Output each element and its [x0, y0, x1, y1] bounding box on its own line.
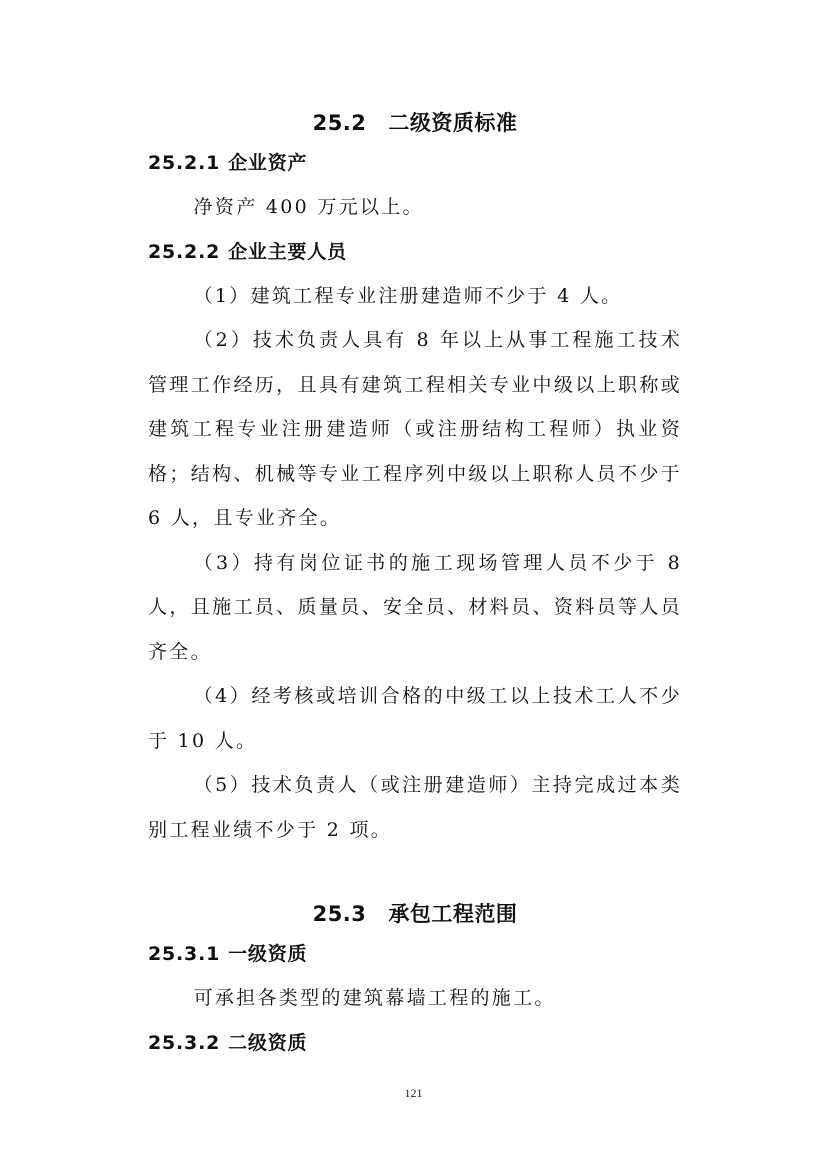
list-item-personnel-4: （4）经考核或培训合格的中级工以上技术工人不少于 10 人。 [148, 685, 682, 752]
subsection-number: 25.3.2 [148, 1031, 221, 1054]
subsection-heading-25-2-2 [148, 230, 682, 274]
section-title: 承包工程范围 [388, 902, 518, 926]
subsection-number: 25.2.1 [148, 152, 221, 174]
page-content [148, 105, 682, 1065]
subsection-title: 二级资质 [228, 1031, 308, 1054]
list-item-personnel-1: （1）建筑工程专业注册建造师不少于 4 人。 [193, 284, 623, 307]
subsection-title: 一级资质 [228, 943, 308, 965]
paragraph-level-one-scope: 可承担各类型的建筑幕墙工程的施工。 [193, 987, 556, 1009]
section-spacer [148, 852, 682, 896]
paragraph-net-assets: 净资产 400 万元以上。 [193, 196, 424, 218]
subsection-number: 25.3.1 [148, 943, 221, 965]
section-number: 25.3 [312, 902, 367, 926]
list-item-personnel-3: （3）持有岗位证书的施工现场管理人员不少于 8 人，且施工员、质量员、安全员、材料员、资料员等人员齐全。 [148, 551, 682, 663]
page-number: 121 [404, 1086, 423, 1100]
section-heading-25-3 [148, 896, 682, 932]
section-number: 25.2 [312, 111, 367, 135]
subsection-title: 企业资产 [228, 152, 308, 174]
list-item-personnel-2: （2）技术负责人具有 8 年以上从事工程施工技术管理工作经历，且具有建筑工程相关专业中级以上职称或建筑工程专业注册建造师（或注册结构工程师）执业资格；结构、机械等专业工程序列中级以上职称人员不少于 6 人，且专业齐全。 [148, 329, 682, 529]
section-title: 二级资质标准 [388, 111, 518, 135]
section-heading-25-2 [148, 105, 682, 141]
list-item-personnel-5: （5）技术负责人（或注册建造师）主持完成过本类别工程业绩不少于 2 项。 [148, 774, 682, 841]
subsection-heading-25-3-2 [148, 1021, 682, 1065]
subsection-title: 企业主要人员 [228, 240, 347, 263]
subsection-number: 25.2.2 [148, 240, 221, 263]
subsection-heading-25-2-1 [148, 141, 682, 185]
subsection-heading-25-3-1 [148, 932, 682, 976]
